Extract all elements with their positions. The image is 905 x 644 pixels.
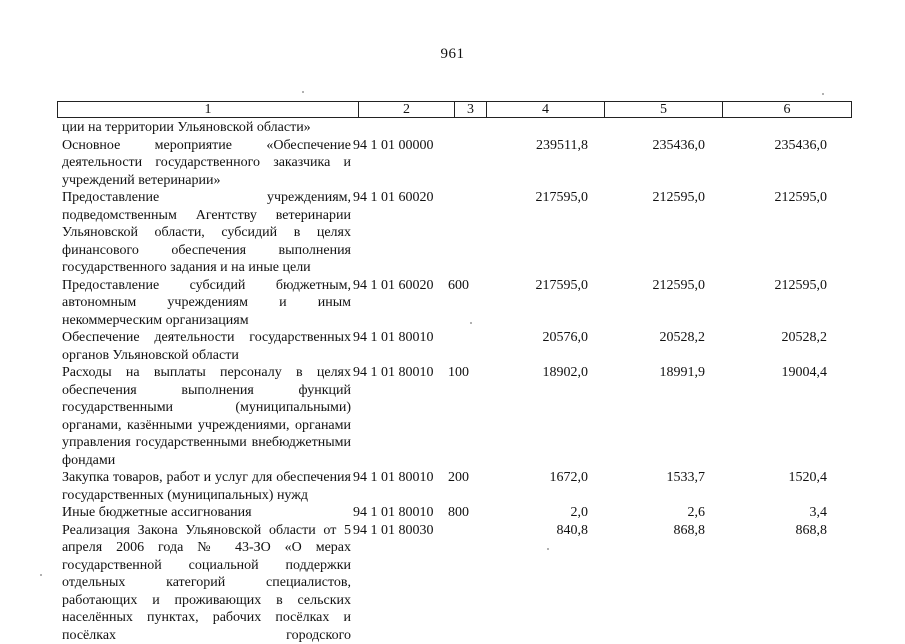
- row-value-col5: 212595,0: [588, 189, 705, 207]
- column-header-table: [57, 101, 852, 118]
- row-expense-type: 200: [448, 469, 478, 487]
- scan-speck: [470, 322, 472, 324]
- table-row: [62, 189, 852, 277]
- table-row: [62, 277, 852, 330]
- row-value-col6: 212595,0: [705, 189, 827, 207]
- column-header-row: [58, 102, 852, 118]
- row-code: 94 1 01 80010: [351, 504, 448, 522]
- budget-table-body: [62, 119, 852, 644]
- scan-speck: [40, 574, 42, 576]
- row-value-col6: 20528,2: [705, 329, 827, 347]
- row-code: 94 1 01 80010: [351, 329, 448, 347]
- row-description: Иные бюджетные ассигнования: [62, 504, 351, 522]
- row-value-col5: 235436,0: [588, 137, 705, 155]
- table-row: [62, 364, 852, 469]
- row-value-col4: 20576,0: [478, 329, 588, 347]
- column-header-5: 5: [605, 102, 723, 118]
- table-row: [62, 522, 852, 644]
- row-description: Закупка товаров, работ и услуг для обеспечения государственных (муниципальных) нужд: [62, 469, 351, 504]
- row-value-col5: 2,6: [588, 504, 705, 522]
- row-description: Обеспечение деятельности государственных органов Ульяновской области: [62, 329, 351, 364]
- row-code: 94 1 01 80030: [351, 522, 448, 540]
- row-value-col5: 868,8: [588, 522, 705, 540]
- row-value-col5: 18991,9: [588, 364, 705, 382]
- row-value-col4: 217595,0: [478, 277, 588, 295]
- scan-speck: [302, 91, 304, 93]
- row-value-col4: 1672,0: [478, 469, 588, 487]
- row-code: 94 1 01 60020: [351, 189, 448, 207]
- row-value-col4: 217595,0: [478, 189, 588, 207]
- row-value-col4: 840,8: [478, 522, 588, 540]
- row-value-col4: 239511,8: [478, 137, 588, 155]
- row-value-col6: 868,8: [705, 522, 827, 540]
- page-number: 961: [0, 46, 905, 63]
- column-header-3: 3: [455, 102, 487, 118]
- row-description: Предоставление учреждениям, подведомственным Агентству ветеринарии Ульяновской области, субсидий в целях финансового обеспечения выполнения государственного задания и на иные цели: [62, 189, 351, 277]
- row-value-col5: 212595,0: [588, 277, 705, 295]
- column-header-2: 2: [359, 102, 455, 118]
- row-code: 94 1 01 00000: [351, 137, 448, 155]
- table-row: [62, 119, 852, 137]
- row-code: 94 1 01 80010: [351, 364, 448, 382]
- row-description: Предоставление субсидий бюджетным, автономным учреждениям и иным некоммерческим организациям: [62, 277, 351, 330]
- column-header-6: 6: [723, 102, 852, 118]
- row-description: ции на территории Ульяновской области»: [62, 119, 351, 137]
- row-description: Расходы на выплаты персоналу в целях обеспечения выполнения функций государственными (муниципальными) органами, казёнными учреждениями, органами управления государственными внебюджетными фондами: [62, 364, 351, 469]
- table-row: [62, 469, 852, 504]
- row-value-col6: 235436,0: [705, 137, 827, 155]
- row-value-col6: 212595,0: [705, 277, 827, 295]
- scan-speck: [822, 93, 824, 95]
- row-value-col6: 19004,4: [705, 364, 827, 382]
- row-expense-type: 800: [448, 504, 478, 522]
- table-row: [62, 504, 852, 522]
- row-value-col5: 1533,7: [588, 469, 705, 487]
- row-value-col4: 2,0: [478, 504, 588, 522]
- row-value-col5: 20528,2: [588, 329, 705, 347]
- row-value-col6: 1520,4: [705, 469, 827, 487]
- row-value-col4: 18902,0: [478, 364, 588, 382]
- row-value-col6: 3,4: [705, 504, 827, 522]
- table-row: [62, 137, 852, 190]
- column-header-4: 4: [487, 102, 605, 118]
- row-code: 94 1 01 80010: [351, 469, 448, 487]
- row-expense-type: 100: [448, 364, 478, 382]
- column-header-1: 1: [58, 102, 359, 118]
- row-description: Основное мероприятие «Обеспечение деятельности государственного заказчика и учреждений ветеринарии»: [62, 137, 351, 190]
- row-description: Реализация Закона Ульяновской области от 5 апреля 2006 года № 43-ЗО «О мерах государственной социальной поддержки отдельных категорий специалистов, работающих и проживающих в сельских населённых пунктах, рабочих посёлках и посёлках городского: [62, 522, 351, 644]
- table-row: [62, 329, 852, 364]
- row-code: 94 1 01 60020: [351, 277, 448, 295]
- row-expense-type: 600: [448, 277, 478, 295]
- scan-speck: [547, 548, 549, 550]
